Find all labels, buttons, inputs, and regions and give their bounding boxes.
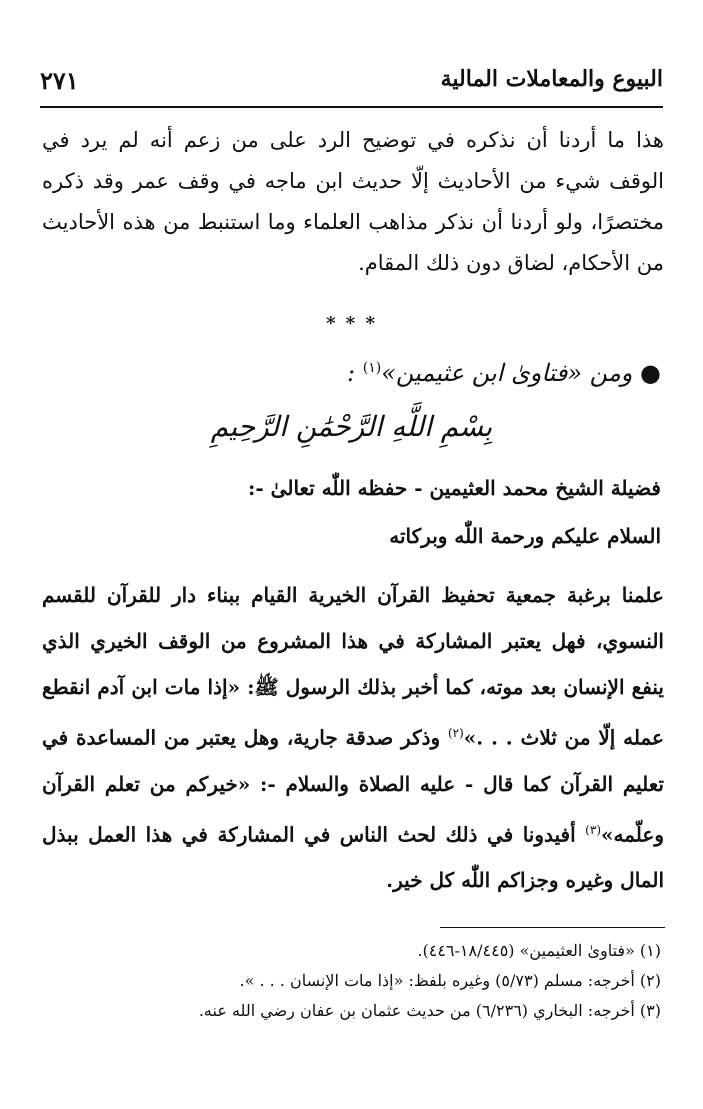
heading-colon: :: [347, 359, 363, 387]
address-line: فضيلة الشيخ محمد العثيمين - حفظه اللّٰه تعالىٰ -:: [248, 476, 661, 500]
footnote-ref-2: (٢): [447, 726, 464, 740]
opening-paragraph: هذا ما أردنا أن نذكره في توضيح الرد على من زعم أنه لم يرد في الوقف شيء من الأحاديث إلّا حديث ابن ماجه في وقف عمر وقد ذكره مختصرًا، ولو أردنا أن نذكر مذاهب العلماء وما استنبط من هذه الأحاديث من الأحكام، لضاق دون ذلك المقام.: [42, 128, 664, 275]
greeting-line: السلام عليكم ورحمة اللّٰه وبركاته: [389, 524, 661, 548]
question-paragraph: [42, 572, 664, 903]
footnote-1: (١) «فتاوىٰ العثيمين» (١٨/٤٤٥-٤٤٦).: [417, 941, 661, 960]
question-text-2: وذكر صدقة جارية، وهل يعتبر من المساعدة في تعليم القرآن كما قال - عليه الصلاة والسلام -: «خيركم من تعلم القرآن وعلّمه»: [42, 725, 664, 847]
footnote-ref-3: (٣): [585, 822, 601, 837]
section-separator: * * *: [326, 313, 377, 334]
basmala: بِسْمِ اللَّهِ الرَّحْمَٰنِ الرَّحِيمِ: [210, 410, 493, 443]
question-text-3: أفيدونا في ذلك لحث الناس في المشاركة في هذا العمل ببذل المال وغيره وجزاكم اللّٰه كل خير.: [42, 822, 664, 893]
footnotes: [39, 936, 661, 1026]
bullet-icon: ●: [640, 359, 661, 387]
heading-text: ومن «فتاوىٰ ابن عثيمين»: [381, 359, 633, 387]
page-number: ٢٧١: [40, 66, 79, 95]
footnote-rule: [440, 927, 665, 928]
question-text-1: علمنا برغبة جمعية تحفيظ القرآن الخيرية القيام ببناء دار للقرآن للقسم النسوي، فهل يعتبر المشاركة في هذا المشروع من الوقف الخيري الذي ينفع الإنسان بعد موته، كما أخبر بذلك الرسول ﷺ: «إذا مات ابن آدم انقطع عمله إلّا من ثلاث . . .»: [42, 583, 664, 750]
page-header: [40, 62, 663, 102]
footnote-3: (٣) أخرجه: البخاري (٦/٢٣٦) من حديث عثمان بن عفان رضي الله عنه.: [198, 1001, 661, 1020]
fatwa-source-heading: [347, 359, 661, 387]
running-title: البيوع والمعاملات المالية: [440, 66, 663, 92]
footnote-ref-1: (١): [362, 360, 382, 376]
footnote-2: (٢) أخرجه: مسلم (٥/٧٣) وغيره بلفظ: «إذا مات الإنسان . . . ».: [239, 971, 661, 990]
header-rule: [40, 106, 663, 108]
